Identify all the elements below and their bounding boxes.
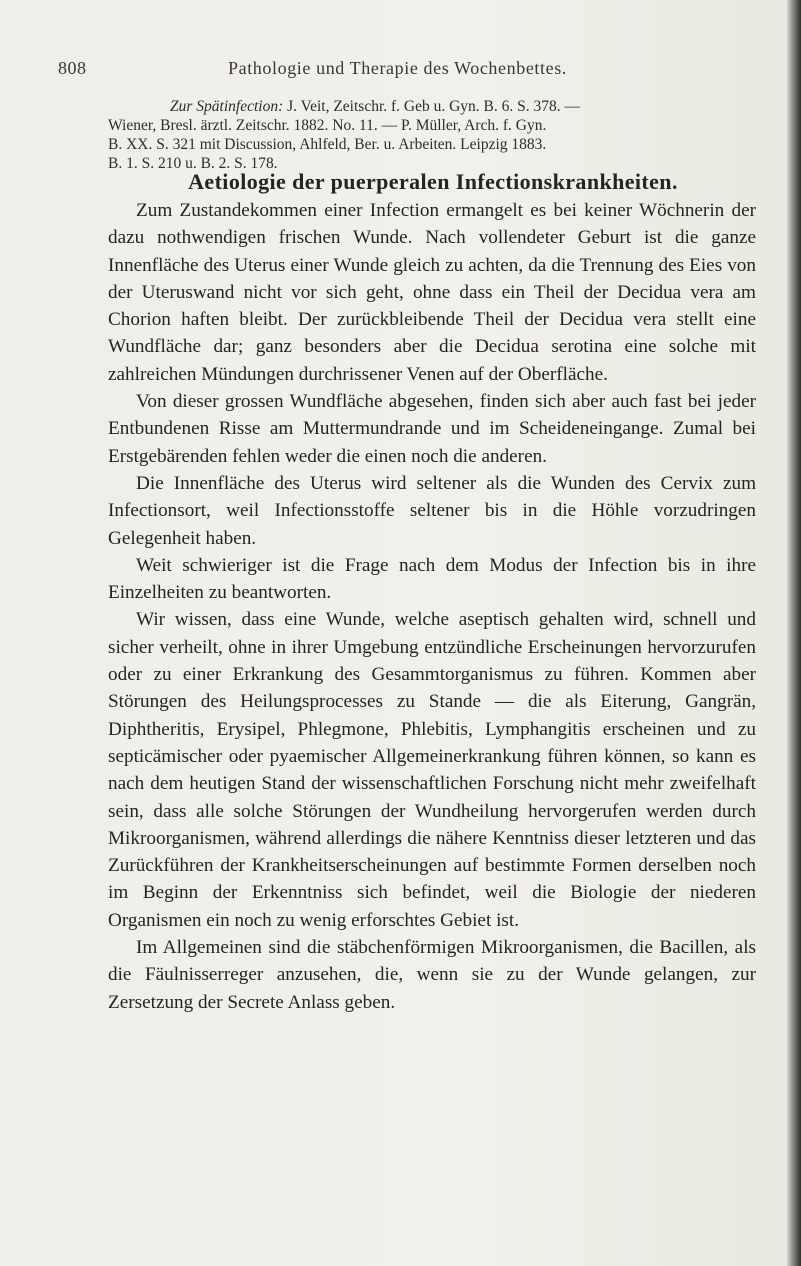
page-binding-edge bbox=[787, 0, 801, 1266]
reference-line bbox=[108, 97, 748, 116]
paragraph: Wir wissen, dass eine Wunde, welche aseptisch gehalten wird, schnell und sicher verheilt, ohne in ihrer Umgebung entzündliche Erscheinungen hervorzurufen oder zu einer Erkrankung des Gesammtorganismus zu führen. Kommen aber Störungen des Heilungsprocesses zu Stande — die als Eiterung, Gangrän, Diphtheritis, Erysipel, Phlegmone, Phlebitis, Lymphangitis erscheinen und zu septicämischer oder pyaemischer Allgemeinerkrankung führen können, so kann es nach dem heutigen Stand der wissenschaftlichen Forschung nicht mehr zweifelhaft sein, dass alle solche Störungen der Wundheilung hervorgerufen werden durch Mikroorganismen, während allerdings die nähere Kenntniss dieser letzteren und das Zurückführen der Krankheitserscheinungen auf bestimmte Formen derselben noch im Beginn der Erkenntniss sich befindet, weil die Biologie der niederen Organismen ein noch zu wenig erforschtes Gebiet ist. bbox=[108, 609, 756, 931]
reference-line: Wiener, Bresl. ärztl. Zeitschr. 1882. No. 11. — P. Müller, Arch. f. Gyn. bbox=[108, 117, 547, 134]
paragraph: Weit schwieriger ist die Frage nach dem Modus der Infection bis in ihre Einzelheiten zu beantworten. bbox=[108, 554, 756, 604]
body-text bbox=[108, 197, 756, 1016]
reference-line: B. XX. S. 321 mit Discussion, Ahlfeld, Ber. u. Arbeiten. Leipzig 1883. bbox=[108, 136, 547, 153]
page-header bbox=[58, 58, 758, 84]
literature-references bbox=[108, 97, 748, 173]
reference-topic: Zur Spätinfection: bbox=[170, 98, 284, 115]
paragraph: Im Allgemeinen sind die stäbchenförmigen Mikroorganismen, die Bacillen, als die Fäulnisserreger anzusehen, die, wenn sie zu der Wunde gelangen, zur Zersetzung der Secrete Anlass geben. bbox=[108, 937, 756, 1013]
page-number: 808 bbox=[58, 58, 87, 78]
running-title: Pathologie und Therapie des Wochenbettes. bbox=[228, 58, 567, 78]
paragraph: Zum Zustandekommen einer Infection ermangelt es bei keiner Wöchnerin der dazu nothwendigen frischen Wunde. Nach vollendeter Geburt ist die ganze Innenfläche des Uterus einer Wunde gleich zu achten, da die Trennung des Eies von der Uteruswand nicht vor sich geht, ohne dass ein Theil der Decidua vera am Chorion haften bleibt. Der zurückbleibende Theil der Decidua vera stellt eine Wundfläche dar; ganz besonders aber die Decidua serotina eine solche mit zahlreichen Mündungen durchrissener Venen auf der Oberfläche. bbox=[108, 200, 756, 385]
reference-line: B. 1. S. 210 u. B. 2. S. 178. bbox=[108, 155, 278, 172]
paragraph: Von dieser grossen Wundfläche abgesehen, finden sich aber auch fast bei jeder Entbundenen Risse am Muttermundrande und im Scheideneingange. Zumal bei Erstgebärenden fehlen weder die einen noch die anderen. bbox=[108, 391, 756, 467]
paragraph: Die Innenfläche des Uterus wird seltener als die Wunden des Cervix zum Infectionsort, weil Infectionsstoffe seltener bis in die Höhle vorzudringen Gelegenheit haben. bbox=[108, 472, 756, 549]
reference-text: J. Veit, Zeitschr. f. Geb u. Gyn. B. 6. S. 378. — bbox=[287, 98, 581, 115]
section-heading: Aetiologie der puerperalen Infectionskrankheiten. bbox=[188, 169, 678, 194]
